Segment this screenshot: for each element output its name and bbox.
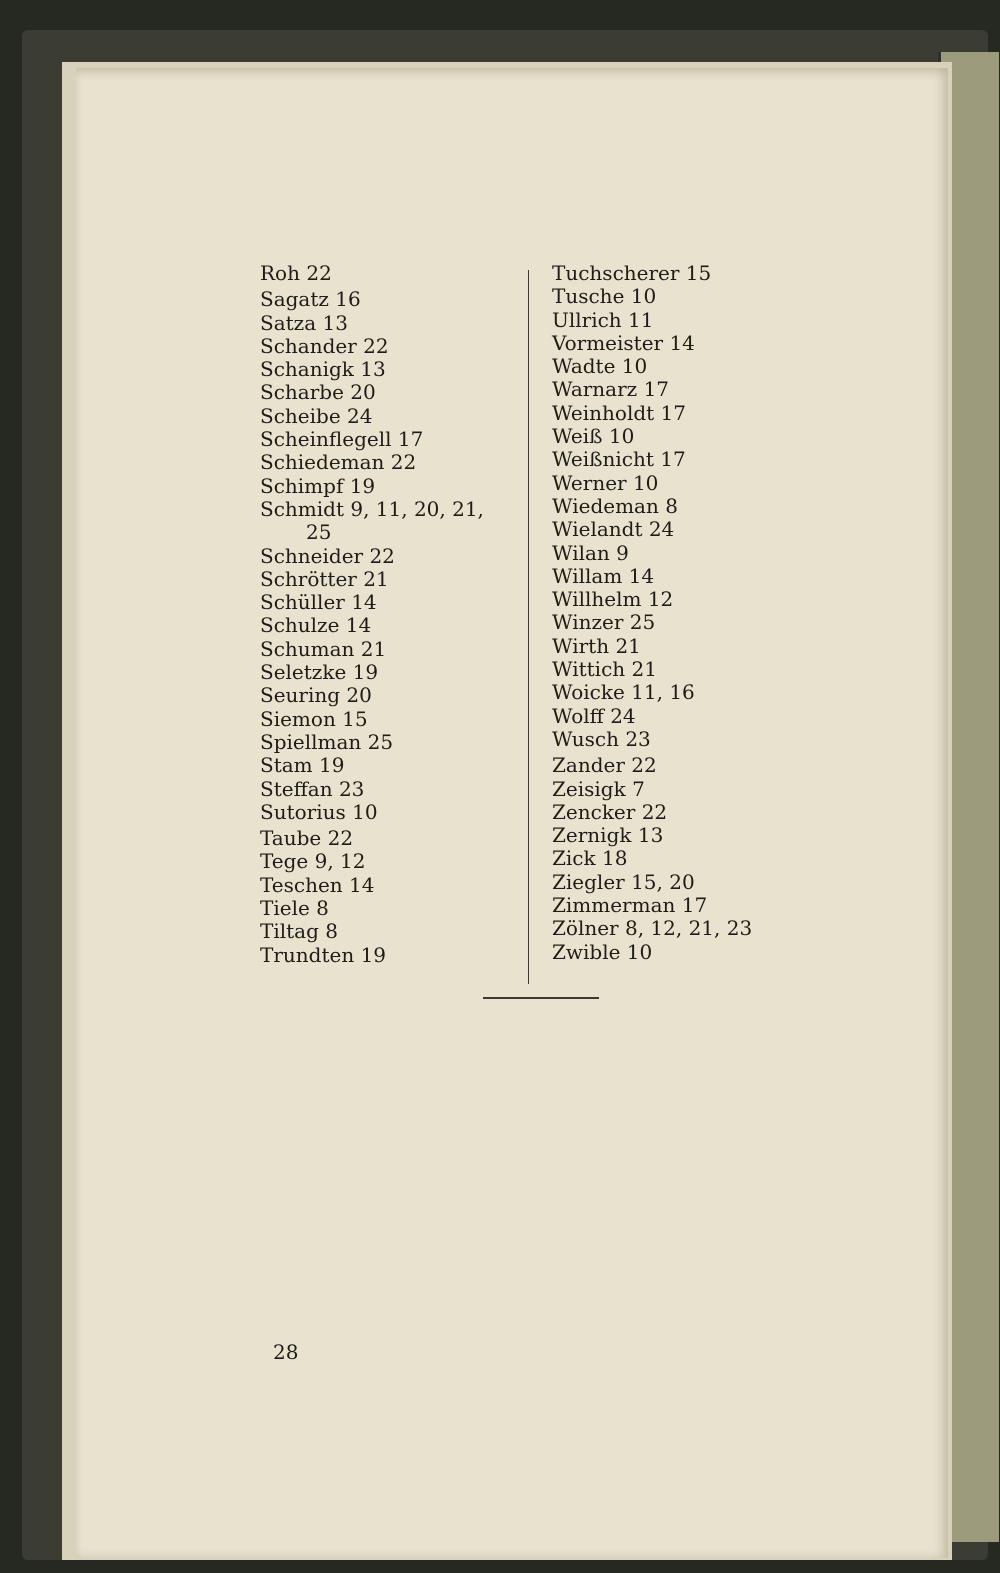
index-entry: Willhelm 12 bbox=[552, 587, 674, 612]
index-entry: Schulze 14 bbox=[260, 613, 372, 638]
index-entry: Siemon 15 bbox=[260, 706, 368, 731]
index-entry: Schüller 14 bbox=[260, 590, 377, 615]
index-entry: Zernigk 13 bbox=[552, 823, 664, 848]
index-entry: Wittich 21 bbox=[552, 657, 657, 682]
index-entry: Trundten 19 bbox=[260, 942, 387, 967]
index-entry: Scheinflegell 17 bbox=[260, 427, 424, 452]
index-entry: Wiedeman 8 bbox=[552, 493, 678, 518]
index-entry: Zimmerman 17 bbox=[552, 893, 708, 918]
index-entry: Schander 22 bbox=[260, 333, 389, 358]
index-entry: Zölner 8, 12, 21, 23 bbox=[552, 916, 753, 941]
index-entry: Ziegler 15, 20 bbox=[552, 869, 695, 894]
page-number: 28 bbox=[273, 1340, 299, 1364]
bleed-through-text bbox=[516, 188, 688, 235]
index-entry: Schiedeman 22 bbox=[260, 450, 417, 475]
index-entry: Wielandt 24 bbox=[552, 517, 675, 542]
index-entry: Wadte 10 bbox=[552, 354, 648, 379]
index-entry: Zick 18 bbox=[552, 846, 628, 871]
index-entry: Steffan 23 bbox=[260, 776, 365, 801]
index-entry: Vormeister 14 bbox=[552, 330, 695, 355]
index-entry: Stam 19 bbox=[260, 753, 345, 778]
index-entry: Tusche 10 bbox=[552, 284, 657, 309]
index-entry: Roh 22 bbox=[260, 261, 332, 285]
section-end-rule bbox=[483, 997, 599, 999]
index-entry: Zander 22 bbox=[552, 753, 657, 778]
index-column-right bbox=[552, 262, 752, 964]
index-entry: Satza 13 bbox=[260, 310, 348, 335]
index-entry: Zwible 10 bbox=[552, 939, 653, 964]
column-divider bbox=[528, 270, 529, 984]
index-entry: Scharbe 20 bbox=[260, 380, 376, 405]
index-entry: Wolff 24 bbox=[552, 703, 636, 728]
index-entry: Tiltag 8 bbox=[260, 919, 338, 944]
index-entry: Tege 9, 12 bbox=[260, 849, 366, 874]
index-entry: Schimpf 19 bbox=[260, 473, 376, 498]
index-entry: Winzer 25 bbox=[552, 610, 656, 635]
index-entry: Sagatz 16 bbox=[260, 287, 361, 312]
index-entry: Woicke 11, 16 bbox=[552, 680, 695, 705]
index-entry: Weiß 10 bbox=[552, 424, 635, 449]
index-entry: Wirth 21 bbox=[552, 633, 641, 658]
index-entry: Schanigk 13 bbox=[260, 357, 386, 382]
index-entry: Weinholdt 17 bbox=[552, 400, 687, 425]
index-entry: Schrötter 21 bbox=[260, 566, 389, 591]
index-entry: Seletzke 19 bbox=[260, 660, 379, 685]
index-entry: Tuchscherer 15 bbox=[552, 261, 712, 285]
index-entry: Schmidt 9, 11, 20, 21, bbox=[260, 496, 484, 521]
index-entry: Taube 22 bbox=[260, 826, 354, 851]
index-entry: Tiele 8 bbox=[260, 896, 329, 921]
index-column-left bbox=[260, 262, 484, 967]
index-entry: Sutorius 10 bbox=[260, 799, 378, 824]
index-entry: Spiellman 25 bbox=[260, 729, 394, 754]
index-entry: Ullrich 11 bbox=[552, 307, 654, 332]
index-entry-continuation: 25 bbox=[306, 520, 332, 545]
index-entry: Wusch 23 bbox=[552, 726, 651, 751]
index-entry: Zeisigk 7 bbox=[552, 776, 645, 801]
index-entry: Schneider 22 bbox=[260, 543, 395, 568]
index-entry: Teschen 14 bbox=[260, 872, 375, 897]
index-entry: Seuring 20 bbox=[260, 683, 372, 708]
index-entry: Weißnicht 17 bbox=[552, 447, 686, 472]
index-entry: Willam 14 bbox=[552, 563, 655, 588]
index-entry: Wilan 9 bbox=[552, 540, 629, 565]
index-entry: Warnarz 17 bbox=[552, 377, 670, 402]
index-entry: Schuman 21 bbox=[260, 636, 387, 661]
book-page bbox=[76, 68, 948, 1558]
index-entry: Werner 10 bbox=[552, 470, 659, 495]
index-entry: Scheibe 24 bbox=[260, 403, 373, 428]
index-entry: Zencker 22 bbox=[552, 799, 668, 824]
